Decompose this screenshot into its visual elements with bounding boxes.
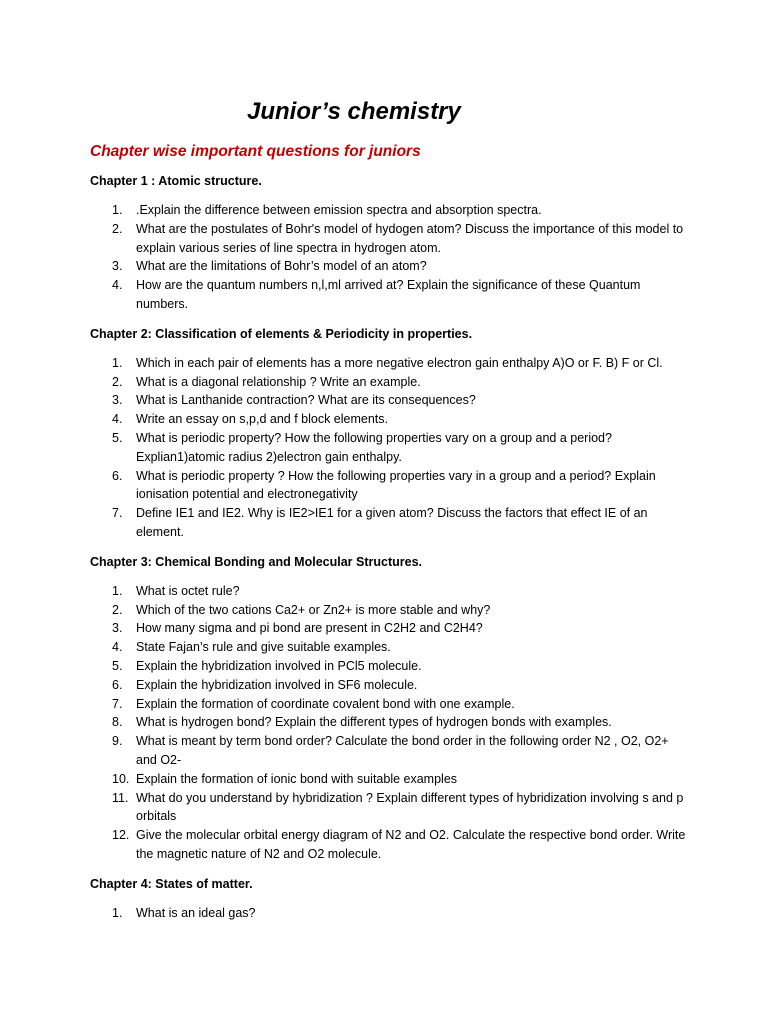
question-text: What is a diagonal relationship ? Write an example. [136, 374, 421, 389]
question-item [90, 257, 688, 276]
question-text: Which in each pair of elements has a more negative electron gain enthalpy A)O or F. B) F or Cl. [136, 355, 663, 370]
question-number: 2. [112, 221, 123, 236]
question-text: What is periodic property? How the following properties vary on a group and a period? Explian1)atomic radius 2)electron gain enthalpy. [136, 430, 612, 464]
chapter-list [90, 172, 688, 923]
question-text: What are the postulates of Bohr's model of hydogen atom? Discuss the importance of this model to explain various series of line spectra in hydrogen atom. [136, 221, 684, 255]
question-number: 8. [112, 715, 123, 730]
question-item [90, 695, 688, 714]
chapter-heading: Chapter 3: Chemical Bonding and Molecular Structures. [90, 554, 423, 569]
question-number: 7. [112, 696, 123, 711]
question-number: 7. [112, 506, 123, 521]
document-title: Junior’s chemistry [247, 98, 461, 125]
question-number: 3. [112, 621, 123, 636]
question-number: 4. [112, 412, 123, 427]
question-item [90, 220, 688, 258]
question-list [90, 582, 688, 864]
question-item [90, 429, 688, 467]
question-number: 4. [112, 278, 123, 293]
question-list [90, 904, 688, 923]
question-text: Write an essay on s,p,d and f block elements. [136, 412, 388, 427]
question-text: Explain the hybridization involved in SF6 molecule. [136, 677, 418, 692]
question-text: How are the quantum numbers n,l,ml arrived at? Explain the significance of these Quantum numbers. [136, 278, 641, 311]
question-text: .Explain the difference between emission spectra and absorption spectra. [136, 203, 542, 217]
question-text: Explain the formation of coordinate covalent bond with one example. [136, 696, 515, 711]
question-item [90, 582, 688, 601]
question-text: What do you understand by hybridization ? Explain different types of hybridization involving s and p orbitals [136, 790, 684, 824]
question-item [90, 638, 688, 657]
question-text: What are the limitations of Bohr’s model of an atom? [136, 259, 427, 274]
question-item [90, 391, 688, 410]
question-item [90, 713, 688, 732]
question-number: 9. [112, 734, 123, 749]
chapter-heading: Chapter 2: Classification of elements & Periodicity in properties. [90, 326, 473, 341]
question-item [90, 467, 688, 505]
question-item [90, 826, 688, 864]
question-text: Which of the two cations Ca2+ or Zn2+ is more stable and why? [136, 602, 491, 617]
question-item [90, 373, 688, 392]
question-number: 11. [112, 790, 129, 805]
question-text: How many sigma and pi bond are present in C2H2 and C2H4? [136, 621, 483, 636]
question-number: 1. [112, 203, 123, 217]
question-item [90, 410, 688, 429]
question-number: 6. [112, 677, 123, 692]
question-text: Explain the formation of ionic bond with suitable examples [136, 771, 458, 786]
question-text: What is an ideal gas? [136, 905, 256, 920]
question-number: 2. [112, 602, 123, 617]
question-number: 3. [112, 259, 123, 274]
question-item [90, 789, 688, 827]
question-text: Explain the hybridization involved in PCl5 molecule. [136, 658, 422, 673]
question-number: 2. [112, 374, 123, 389]
question-item [90, 676, 688, 695]
document-subtitle: Chapter wise important questions for juniors [90, 143, 421, 160]
question-item [90, 770, 688, 789]
question-item [90, 601, 688, 620]
question-number: 5. [112, 430, 123, 445]
question-item [90, 657, 688, 676]
question-text: What is Lanthanide contraction? What are its consequences? [136, 393, 476, 408]
question-item [90, 201, 688, 220]
question-text: Give the molecular orbital energy diagram of N2 and O2. Calculate the respective bond order. Write the magnetic nature of N2 and O2 molecule. [136, 828, 686, 861]
question-number: 1. [112, 905, 123, 920]
question-item [90, 354, 688, 373]
question-list [90, 201, 688, 314]
chapter-heading: Chapter 4: States of matter. [90, 876, 253, 891]
question-list [90, 354, 688, 542]
question-number: 10. [112, 771, 130, 786]
question-number: 12. [112, 828, 130, 843]
question-text: What is octet rule? [136, 583, 240, 598]
question-text: What is meant by term bond order? Calculate the bond order in the following order N2 , O2, O2+ and O2- [136, 734, 669, 767]
chapter-heading: Chapter 1 : Atomic structure. [90, 174, 262, 188]
question-text: What is hydrogen bond? Explain the different types of hydrogen bonds with examples. [136, 715, 612, 730]
question-item [90, 504, 688, 542]
question-number: 3. [112, 393, 123, 408]
question-item [90, 904, 688, 923]
question-item [90, 619, 688, 638]
question-item [90, 732, 688, 770]
question-text: Define IE1 and IE2. Why is IE2>IE1 for a given atom? Discuss the factors that effect IE of an element. [136, 506, 648, 539]
question-text: State Fajan’s rule and give suitable examples. [136, 640, 391, 655]
question-number: 6. [112, 468, 123, 483]
question-number: 5. [112, 658, 123, 673]
question-number: 1. [112, 583, 123, 598]
question-number: 4. [112, 640, 123, 655]
question-text: What is periodic property ? How the following properties vary in a group and a period? Explain ionisation potential and electronegativity [136, 468, 656, 502]
question-item [90, 276, 688, 314]
question-number: 1. [112, 355, 123, 370]
